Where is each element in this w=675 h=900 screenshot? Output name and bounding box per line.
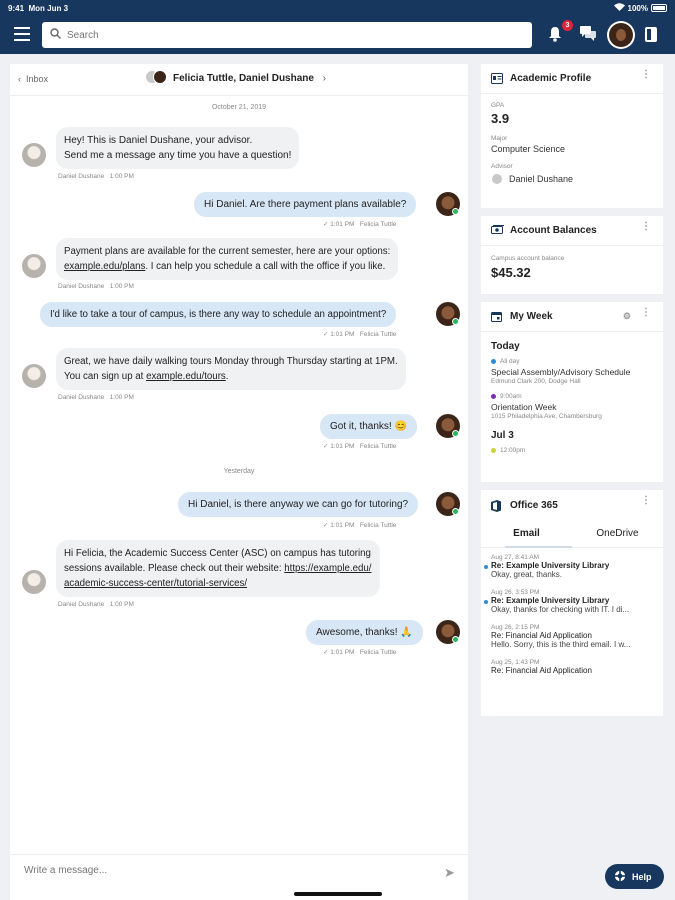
- advisor-avatar: [22, 143, 46, 167]
- author-name: Felicia Tuttle: [359, 221, 397, 228]
- message-input[interactable]: [24, 865, 424, 876]
- card-title: Office 365: [510, 499, 558, 511]
- author-name: Felicia Tuttle: [359, 649, 397, 656]
- email-subject: Re: Example University Library: [491, 561, 610, 570]
- message-time: 1:00 PM: [109, 394, 134, 401]
- office-tabs: [481, 520, 663, 548]
- advisor-label: Advisor: [491, 163, 513, 170]
- online-indicator: [452, 508, 459, 515]
- unread-dot: [484, 600, 488, 604]
- online-indicator: [452, 430, 459, 437]
- card-header: [481, 490, 663, 520]
- calendar-icon: [491, 311, 503, 322]
- author-name: Felicia Tuttle: [359, 331, 397, 338]
- email-preview: Okay, great, thanks.: [491, 570, 562, 579]
- lifebuoy-icon: [614, 870, 626, 884]
- event-item[interactable]: [491, 393, 653, 420]
- panel-toggle-icon[interactable]: [645, 27, 657, 42]
- message-meta: ✓ 1:01 PM Felicia Tuttle: [323, 649, 397, 656]
- search-bar[interactable]: [42, 22, 532, 48]
- message-meta: ✓ 1:01 PM Felicia Tuttle: [323, 522, 397, 529]
- card-title: Account Balances: [510, 225, 597, 236]
- advisor-avatar: [22, 364, 46, 388]
- participants-label: Felicia Tuttle, Daniel Dushane: [173, 73, 314, 84]
- card-header: [481, 216, 663, 246]
- gpa-value: 3.9: [491, 111, 510, 126]
- message-line-post: .: [225, 371, 229, 382]
- battery-icon: [651, 4, 667, 12]
- email-subject: Re: Example University Library: [491, 596, 610, 605]
- help-button[interactable]: [605, 864, 664, 889]
- conversation-participants[interactable]: [145, 70, 326, 87]
- email-subject: Re: Financial Aid Application: [491, 631, 592, 640]
- office365-card: [481, 490, 663, 716]
- payment-plans-link[interactable]: example.edu/plans: [64, 261, 146, 272]
- card-header: [481, 64, 663, 94]
- message-outgoing: [194, 192, 416, 217]
- email-preview: Okay, thanks for checking with IT. I di...: [491, 605, 630, 614]
- home-indicator: [294, 892, 382, 896]
- back-label: Inbox: [26, 74, 49, 84]
- event-location: Edmund Clark 200, Dodge Hall: [491, 378, 581, 385]
- message-line-pre: sessions available. Please check out their website:: [64, 563, 285, 574]
- event-color-dot: [491, 448, 496, 453]
- wifi-icon: [614, 3, 625, 13]
- message-incoming: [56, 238, 398, 280]
- more-options-icon[interactable]: ⋮: [641, 495, 651, 506]
- more-options-icon[interactable]: ⋮: [641, 69, 651, 80]
- message-meta: ✓ 1:01 PM Felicia Tuttle: [323, 443, 397, 450]
- id-card-icon: [491, 73, 503, 84]
- email-preview: Hello. Sorry, this is the third email. I w...: [491, 640, 631, 649]
- day-heading: Today: [491, 341, 520, 352]
- major-value: Computer Science: [491, 144, 566, 154]
- advisor-avatar: [491, 173, 503, 185]
- message-time: 1:00 PM: [109, 283, 134, 290]
- more-options-icon[interactable]: ⋮: [641, 221, 651, 232]
- message-time: 1:01 PM: [330, 649, 355, 656]
- message-meta: ✓ 1:01 PM Felicia Tuttle: [323, 221, 397, 228]
- event-time: 9:00am: [500, 393, 522, 400]
- conversation-panel: [10, 64, 468, 900]
- top-bar: [0, 0, 675, 54]
- balance-label: Campus account balance: [491, 255, 565, 262]
- bell-icon[interactable]: [548, 26, 562, 47]
- advisor-avatar: [22, 254, 46, 278]
- author-name: Daniel Dushane: [58, 173, 105, 180]
- email-date: Aug 25, 1:43 PM: [491, 659, 540, 666]
- advisor-avatar: [22, 570, 46, 594]
- author-name: Daniel Dushane: [58, 283, 105, 290]
- event-color-dot: [491, 359, 496, 364]
- email-item[interactable]: [481, 589, 663, 614]
- account-balances-card: [481, 216, 663, 294]
- message-incoming: [56, 540, 380, 597]
- message-time: 1:01 PM: [330, 331, 355, 338]
- office-icon: [491, 500, 503, 511]
- email-date: Aug 27, 8:41 AM: [491, 554, 540, 561]
- message-meta: [58, 601, 134, 608]
- status-time: 9:41: [8, 3, 25, 13]
- message-line-pre: You can sign up at: [64, 371, 147, 382]
- message-time: 1:01 PM: [330, 522, 355, 529]
- back-to-inbox[interactable]: ‹ Inbox: [18, 74, 49, 84]
- email-subject: Re: Financial Aid Application: [491, 666, 592, 675]
- event-item[interactable]: [491, 447, 653, 454]
- message-line: Payment plans are available for the current semester, here are your options:: [64, 246, 391, 257]
- card-title: My Week: [510, 311, 553, 322]
- user-avatar[interactable]: [607, 21, 635, 49]
- status-bar: [0, 0, 675, 16]
- message-outgoing: [306, 620, 423, 645]
- balance-amount: $45.32: [491, 265, 531, 280]
- email-item[interactable]: [481, 554, 663, 579]
- menu-icon[interactable]: [14, 27, 30, 41]
- author-name: Felicia Tuttle: [359, 522, 397, 529]
- tab-email[interactable]: Email: [481, 520, 572, 547]
- online-indicator: [452, 636, 459, 643]
- help-label: Help: [632, 871, 652, 882]
- event-time: All day: [500, 358, 520, 365]
- send-icon[interactable]: ➤: [444, 865, 455, 880]
- academic-profile-card: [481, 64, 663, 208]
- message-time: 1:00 PM: [109, 173, 134, 180]
- event-color-dot: [491, 394, 496, 399]
- status-date: Mon Jun 3: [28, 3, 69, 13]
- message-line: Great, we have daily walking tours Monday through Thursday starting at 1PM.: [64, 356, 398, 367]
- message-line-rest: . I can help you schedule a call with the office if you like.: [145, 261, 386, 272]
- message-incoming: [56, 348, 406, 390]
- author-name: Daniel Dushane: [58, 394, 105, 401]
- message-line: Hey! This is Daniel Dushane, your advisor.: [64, 135, 253, 146]
- asc-website-link-cont[interactable]: academic-success-center/tutorial-services/: [64, 578, 248, 589]
- chat-icon[interactable]: [580, 26, 596, 46]
- online-indicator: [452, 318, 459, 325]
- unread-dot: [484, 565, 488, 569]
- message-line: Send me a message any time you have a question!: [64, 150, 292, 161]
- notification-badge: 3: [562, 20, 573, 31]
- message-composer: [10, 854, 468, 900]
- advisor-name: Daniel Dushane: [509, 174, 574, 184]
- major-label: Major: [491, 135, 508, 142]
- message-meta: [58, 283, 134, 290]
- tours-link[interactable]: example.edu/tours: [146, 371, 226, 382]
- more-options-icon[interactable]: ⋮: [641, 307, 651, 318]
- conversation-header: [10, 64, 468, 96]
- email-date: Aug 26, 2:15 PM: [491, 624, 540, 631]
- message-outgoing: [40, 302, 396, 327]
- email-item[interactable]: [481, 659, 663, 675]
- message-outgoing: [320, 414, 417, 439]
- email-date: Aug 26, 3:53 PM: [491, 589, 540, 596]
- message-text: Hi Daniel. Are there payment plans available?: [204, 199, 407, 210]
- event-item[interactable]: [491, 358, 653, 385]
- message-time: 1:01 PM: [330, 443, 355, 450]
- gpa-label: GPA: [491, 102, 505, 109]
- online-indicator: [452, 208, 459, 215]
- message-text: Awesome, thanks! 🙏: [316, 627, 413, 638]
- advisor-row[interactable]: [491, 173, 653, 185]
- card-header: [481, 302, 663, 332]
- card-title: Academic Profile: [510, 73, 592, 84]
- participant-avatars: [145, 70, 167, 87]
- asc-website-link[interactable]: https://example.edu/: [284, 563, 372, 574]
- event-title: Special Assembly/Advisory Schedule: [491, 367, 631, 377]
- chevron-right-icon: ›: [319, 73, 327, 84]
- author-name: Daniel Dushane: [58, 601, 105, 608]
- battery-percent: 100%: [627, 3, 648, 13]
- message-text: Got it, thanks! 😊: [330, 421, 407, 432]
- message-meta: ✓ 1:01 PM Felicia Tuttle: [323, 331, 397, 338]
- message-meta: [58, 173, 134, 180]
- message-outgoing: [178, 492, 418, 517]
- day-heading: Jul 3: [491, 430, 514, 441]
- date-separator: Yesterday: [223, 468, 255, 475]
- event-title: Orientation Week: [491, 402, 557, 412]
- event-time: 12:00pm: [500, 447, 526, 454]
- settings-icon[interactable]: ⚙: [622, 311, 631, 321]
- message-time: 1:01 PM: [330, 221, 355, 228]
- message-line: Hi Felicia, the Academic Success Center (ASC) on campus has tutoring: [64, 548, 371, 559]
- message-time: 1:00 PM: [109, 601, 134, 608]
- message-text: Hi Daniel, is there anyway we can go for tutoring?: [188, 499, 409, 510]
- tab-onedrive[interactable]: OneDrive: [596, 528, 639, 539]
- search-icon: [50, 26, 61, 44]
- date-separator: October 21, 2019: [211, 104, 267, 111]
- message-incoming: [56, 127, 299, 169]
- message-meta: [58, 394, 134, 401]
- event-location: 1015 Philadelphia Ave, Chambersburg: [491, 413, 602, 420]
- message-text: I'd like to take a tour of campus, is there any way to schedule an appointment?: [50, 309, 387, 320]
- author-name: Felicia Tuttle: [359, 443, 397, 450]
- email-item[interactable]: [481, 624, 663, 649]
- money-icon: [491, 225, 503, 236]
- my-week-card: [481, 302, 663, 482]
- search-input[interactable]: [67, 30, 507, 41]
